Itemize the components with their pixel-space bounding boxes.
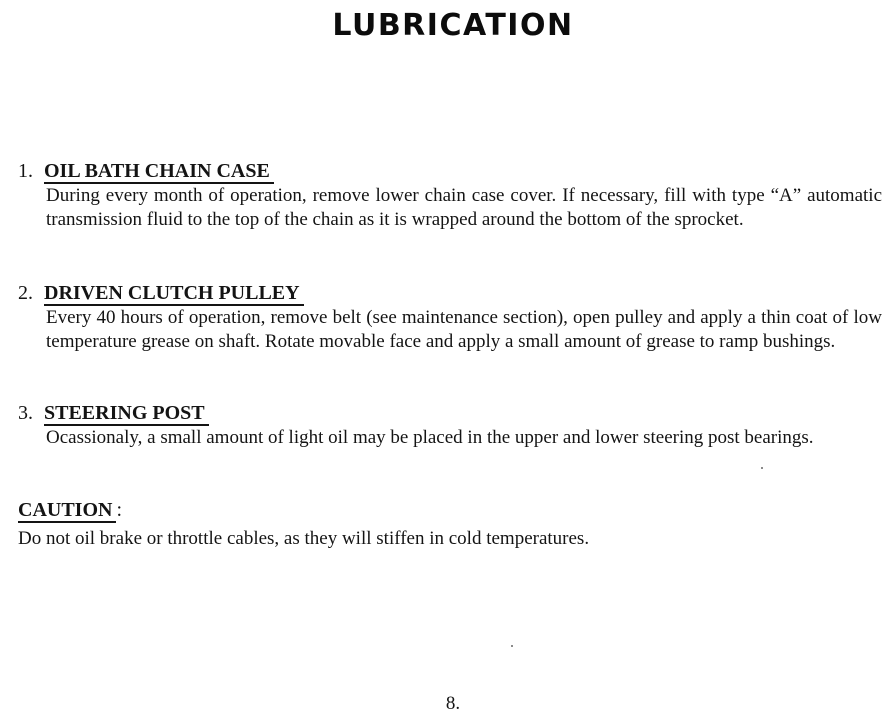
item-heading-line [18, 400, 882, 426]
item-heading: STEERING POST [44, 402, 209, 426]
item-number: 1. [18, 160, 33, 182]
item-body-text: Ocassionaly, a small amount of light oil may be placed in the upper and lower steering post bearings. [46, 427, 814, 448]
lubrication-item-oil-bath-chain-case [18, 158, 882, 232]
scan-speck [511, 645, 513, 647]
item-body-text: During every month of operation, remove lower chain case cover. If necessary, fill with type “A” automatic transmission fluid to the top of the chain as it is wrapped around the bottom of the sprocket. [46, 185, 882, 230]
lubrication-item-steering-post [18, 400, 882, 450]
caution-colon: : [116, 499, 123, 521]
caution-label: CAUTION [18, 499, 116, 523]
item-heading-line [18, 280, 882, 306]
page-number: 8. [445, 693, 461, 714]
page-title: LUBRICATION [332, 8, 574, 43]
item-number: 3. [18, 402, 33, 424]
item-heading-line [18, 158, 882, 184]
caution-block [18, 497, 882, 551]
caution-text: Do not oil brake or throttle cables, as they will stiffen in cold temperatures. [18, 528, 590, 549]
item-number: 2. [18, 282, 33, 304]
caution-heading [18, 497, 882, 523]
item-body-text: Every 40 hours of operation, remove belt (see maintenance section), open pulley and apply a thin coat of low temperature grease on shaft. Rotate movable face and apply a small amount of grease to ramp bushings. [46, 307, 882, 352]
scan-speck [761, 467, 763, 469]
item-heading: OIL BATH CHAIN CASE [44, 160, 274, 184]
item-heading: DRIVEN CLUTCH PULLEY [44, 282, 304, 306]
lubrication-item-driven-clutch-pulley [18, 280, 882, 354]
